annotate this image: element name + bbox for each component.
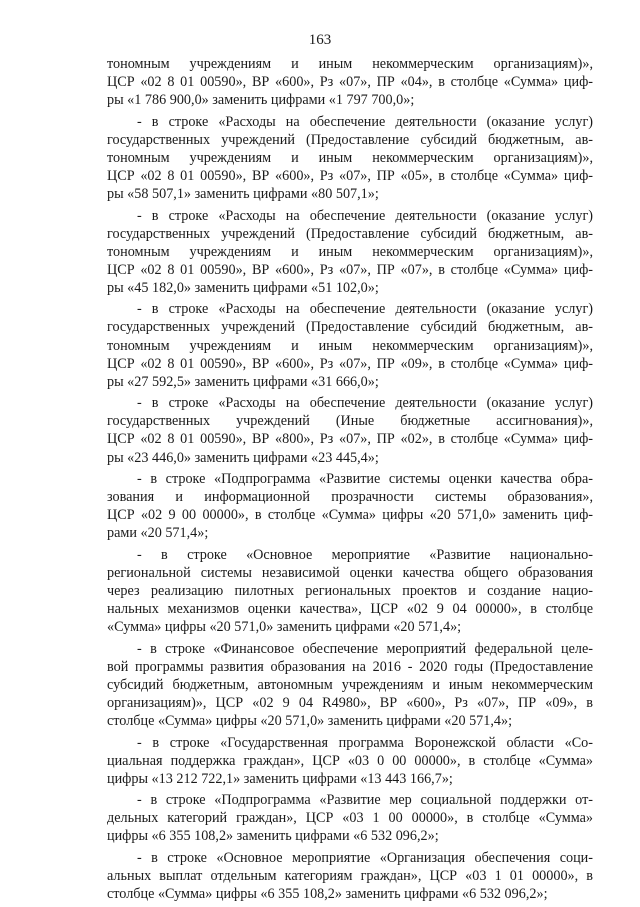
text-line: ры «58 507,1» заменить цифрами «80 507,1»;: [107, 186, 379, 203]
text-line: - в строке «Финансовое обеспечение мероприятий федеральной целе-: [137, 640, 593, 657]
text-line: ры «45 182,0» заменить цифрами «51 102,0»;: [107, 279, 379, 296]
page-number: 163: [308, 32, 332, 48]
text-line: ЦСР «02 8 01 00590», ВР «800», Рз «07», ПР «02», в столбце «Сумма» циф-: [107, 431, 593, 448]
text-line: - в строке «Расходы на обеспечение деятельности (оказание услуг): [137, 301, 593, 318]
text-line: - в строке «Основное мероприятие «Организация обеспечения соци-: [137, 849, 593, 866]
text-line: - в строке «Основное мероприятие «Развитие национально-: [137, 546, 593, 563]
paragraph: [107, 394, 593, 466]
paragraph: [107, 113, 593, 203]
text-line: цифры «13 212 722,1» заменить цифрами «13 443 166,7»;: [107, 770, 453, 787]
text-line: вой программы развития образования на 2016 - 2020 годы (Предоставление: [107, 658, 593, 675]
text-line: государственных учреждений (Предоставление субсидий бюджетным, ав-: [107, 225, 593, 242]
text-line: ЦСР «02 9 00 00000», в столбце «Сумма» цифры «20 571,0» заменить циф-: [107, 507, 593, 524]
text-line: ЦСР «02 8 01 00590», ВР «600», Рз «07», ПР «09», в столбце «Сумма» циф-: [107, 355, 593, 372]
paragraph: [107, 849, 593, 903]
text-line: - в строке «Расходы на обеспечение деятельности (оказание услуг): [137, 207, 593, 224]
text-line: ЦСР «02 8 01 00590», ВР «600», Рз «07», ПР «07», в столбце «Сумма» циф-: [107, 261, 593, 278]
paragraph: [107, 734, 593, 788]
text-line: столбце «Сумма» цифры «20 571,0» заменить цифрами «20 571,4»;: [107, 713, 513, 730]
text-line: тономным учреждениям и иным некоммерческим организациям)»,: [107, 149, 593, 166]
text-line: ры «1 786 900,0» заменить цифрами «1 797 700,0»;: [107, 92, 415, 109]
text-line: региональной системы независимой оценки качества общего образования: [107, 564, 593, 581]
text-line: через реализацию пилотных региональных проектов и создание нацио-: [107, 582, 593, 599]
text-line: ры «27 592,5» заменить цифрами «31 666,0»;: [107, 373, 379, 390]
text-line: ЦСР «02 8 01 00590», ВР «600», Рз «07», ПР «04», в столбце «Сумма» циф-: [107, 74, 593, 91]
text-line: организациям)», ЦСР «02 9 04 R4980», ВР «600», Рз «07», ПР «09», в: [107, 694, 593, 711]
paragraph: [107, 546, 593, 636]
paragraph: [107, 55, 593, 109]
text-line: субсидий бюджетным, автономным учреждениям и иным некоммерческим: [107, 676, 593, 693]
text-line: - в строке «Государственная программа Воронежской области «Со-: [137, 734, 593, 751]
text-line: тономным учреждениям и иным некоммерческим организациям)»,: [107, 337, 593, 354]
text-line: ры «23 446,0» заменить цифрами «23 445,4»;: [107, 449, 379, 466]
text-line: - в строке «Расходы на обеспечение деятельности (оказание услуг): [137, 113, 593, 130]
text-line: «Сумма» цифры «20 571,0» заменить цифрами «20 571,4»;: [107, 619, 462, 636]
paragraph: [107, 640, 593, 730]
text-line: зования и информационной прозрачности системы образования»,: [107, 489, 593, 506]
text-line: государственных учреждений (Предоставление субсидий бюджетным, ав-: [107, 131, 593, 148]
text-line: - в строке «Подпрограмма «Развитие системы оценки качества обра-: [137, 471, 593, 488]
text-line: государственных учреждений (Предоставление субсидий бюджетным, ав-: [107, 319, 593, 336]
text-line: нальных механизмов оценки качества», ЦСР «02 9 04 00000», в столбце: [107, 601, 593, 618]
text-line: рами «20 571,4»;: [107, 525, 209, 542]
text-line: государственных учреждений (Иные бюджетные ассигнования)»,: [107, 413, 593, 430]
text-line: дельных категорий граждан», ЦСР «03 1 00 00000», в столбце «Сумма»: [107, 810, 593, 827]
text-line: - в строке «Расходы на обеспечение деятельности (оказание услуг): [137, 395, 593, 412]
text-line: - в строке «Подпрограмма «Развитие мер социальной поддержки от-: [137, 792, 593, 809]
text-line: циальная поддержка граждан», ЦСР «03 0 00 00000», в столбце «Сумма»: [107, 752, 593, 769]
paragraph: [107, 470, 593, 542]
document-body: [107, 55, 593, 907]
text-line: ЦСР «02 8 01 00590», ВР «600», Рз «07», ПР «05», в столбце «Сумма» циф-: [107, 167, 593, 184]
text-line: тономным учреждениям и иным некоммерческим организациям)»,: [107, 56, 593, 72]
text-line: альных выплат отдельным категориям граждан», ЦСР «03 1 01 00000», в: [107, 867, 593, 884]
text-line: тономным учреждениям и иным некоммерческим организациям)»,: [107, 243, 593, 260]
paragraph: [107, 207, 593, 297]
text-line: столбце «Сумма» цифры «6 355 108,2» заменить цифрами «6 532 096,2»;: [107, 886, 548, 903]
text-line: цифры «6 355 108,2» заменить цифрами «6 532 096,2»;: [107, 828, 439, 845]
paragraph: [107, 791, 593, 845]
paragraph: [107, 300, 593, 390]
